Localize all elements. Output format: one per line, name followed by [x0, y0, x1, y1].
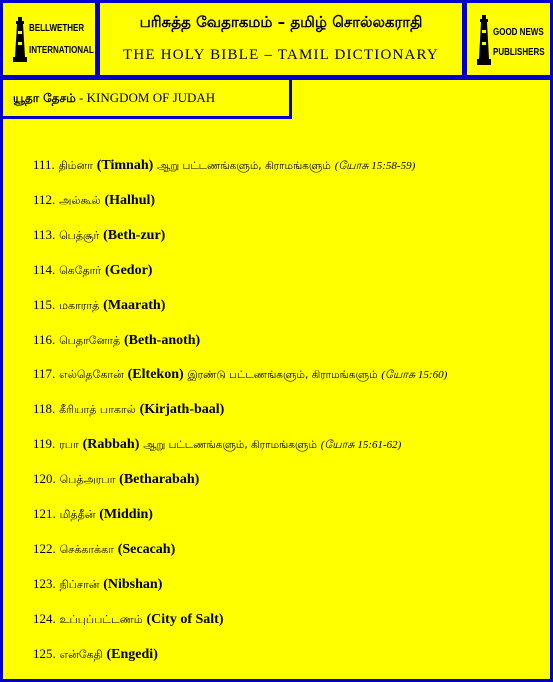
entry-tamil: உப்புப்பட்டணம் — [59, 612, 143, 626]
entry-reference: (யோசு 15:61-62) — [320, 439, 402, 452]
entry-english: (Rabbah) — [82, 437, 140, 453]
list-item — [33, 157, 415, 174]
logo-bellwether — [0, 0, 98, 78]
list-item — [33, 611, 224, 628]
entry-number: 112. — [33, 191, 56, 207]
list-item — [33, 332, 200, 349]
logo-right-line1: GOOD NEWS — [493, 27, 544, 38]
entry-number: 121. — [33, 506, 56, 521]
entry-english: (Nibshan) — [103, 576, 163, 592]
entry-number: 120. — [33, 471, 56, 487]
entry-tamil: நிப்சான் — [59, 577, 100, 591]
list-item — [33, 227, 165, 244]
entry-tamil: மகாராத் — [59, 298, 100, 312]
logo-good-news — [464, 0, 553, 78]
entry-english: (Betharabah) — [119, 472, 200, 488]
entry-english: (Beth-anoth) — [124, 332, 201, 348]
list-item — [33, 576, 162, 593]
section-title — [13, 90, 215, 107]
list-item — [33, 541, 175, 558]
list-item — [33, 262, 152, 279]
entry-number: 111. — [33, 157, 55, 172]
entry-tamil: கீரியாத் பாகால் — [59, 403, 136, 417]
entry-note: இரண்டு பட்டணங்களும், கிராமங்களும் — [187, 369, 378, 382]
entry-number: 113. — [33, 226, 56, 242]
entry-english: (Secacah) — [117, 541, 176, 557]
lighthouse-icon — [477, 15, 491, 67]
logo-left-line1: BELLWETHER — [29, 23, 85, 34]
title-english: THE HOLY BIBLE – TAMIL DICTIONARY — [123, 47, 439, 63]
section-english: KINGDOM OF JUDAH — [86, 90, 216, 105]
entry-number: 125. — [33, 645, 56, 661]
entry-number: 114. — [33, 261, 56, 277]
entry-english: (Halhul) — [104, 192, 156, 208]
list-item — [33, 401, 224, 418]
list-item — [33, 471, 199, 488]
entry-english: (Maarath) — [103, 297, 166, 313]
entry-tamil: ரபா — [59, 438, 79, 452]
entry-tamil: பெத்சூர் — [59, 228, 100, 242]
section-separator: - — [75, 90, 87, 105]
entry-english: (City of Salt) — [146, 611, 224, 627]
entry-note: ஆறு பட்டணங்களும், கிராமங்களும் — [143, 439, 317, 452]
entry-number: 115. — [33, 296, 56, 312]
logo-right-line2: PUBLISHERS — [493, 47, 545, 58]
list-item — [33, 297, 165, 314]
entry-number: 122. — [33, 540, 56, 556]
entry-reference: (யோசு 15:60) — [381, 369, 448, 382]
entry-tamil: எல்தெகோன் — [59, 368, 124, 382]
entry-english: (Beth-zur) — [103, 227, 166, 243]
list-item — [33, 366, 447, 383]
entry-tamil: திம்னா — [58, 159, 93, 172]
list-item — [33, 192, 155, 209]
title-banner — [97, 0, 465, 78]
lighthouse-icon — [13, 17, 27, 65]
entry-tamil: என்கேதி — [59, 647, 103, 661]
list-item — [33, 646, 158, 663]
entry-english: (Gedor) — [105, 262, 153, 278]
title-tamil: பரிசுத்த வேதாகமம் – தமிழ் சொல்லகராதி — [139, 13, 423, 31]
entry-tamil: செக்காக்கா — [59, 542, 114, 556]
entry-number: 124. — [33, 610, 56, 626]
entry-english: (Eltekon) — [127, 367, 184, 383]
entry-tamil: கெதோர் — [59, 263, 102, 277]
entry-english: (Engedi) — [106, 646, 158, 662]
entry-reference: (யோசு 15:58-59) — [334, 160, 416, 172]
entry-english: (Middin) — [99, 507, 153, 522]
entry-tamil: மித்தீன் — [59, 508, 96, 521]
entries-panel — [0, 77, 553, 682]
entry-number: 117. — [33, 366, 56, 382]
section-header — [0, 77, 292, 119]
entry-english: (Kirjath-baal) — [139, 402, 225, 418]
entry-number: 119. — [33, 436, 56, 452]
entry-tamil: அல்கூல் — [59, 193, 101, 207]
logo-left-line2: INTERNATIONAL — [29, 45, 94, 56]
list-item — [33, 436, 401, 453]
entry-tamil: பெதானோத் — [59, 333, 121, 347]
entry-note: ஆறு பட்டணங்களும், கிராமங்களும் — [157, 160, 331, 172]
list-item — [33, 506, 153, 523]
section-tamil: யூதா தேசம் — [13, 91, 76, 105]
entry-number: 116. — [33, 331, 56, 347]
entry-english: (Timnah) — [96, 158, 154, 173]
entry-number: 123. — [33, 575, 56, 591]
entry-tamil: பெத்அரபா — [59, 473, 116, 487]
entry-number: 118. — [33, 401, 56, 417]
